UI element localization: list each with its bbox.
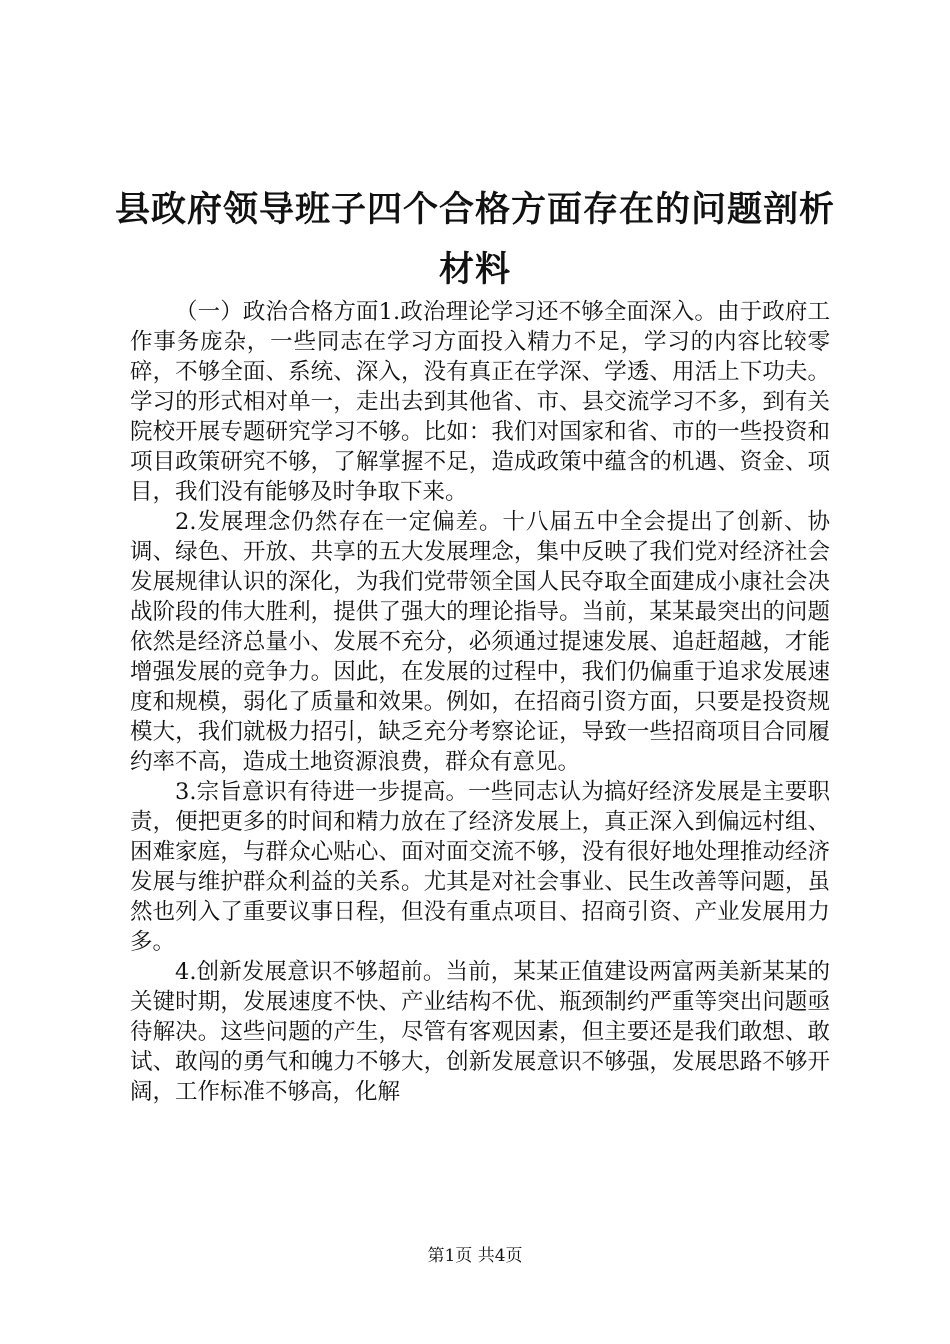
paragraph-1: （一）政治合格方面1.政治理论学习还不够全面深入。由于政府工作事务庞杂，一些同志在学习方面投入精力不足，学习的内容比较零碎，不够全面、系统、深入，没有真正在学深、学透、用活上下功夫。学习的形式相对单一，走出去到其他省、市、县交流学习不多，到有关院校开展专题研究学习不够。比如：我们对国家和省、市的一些投资和项目政策研究不够，了解掌握不足，造成政策中蕴含的机遇、资金、项目，我们没有能够及时争取下来。	[130, 299, 830, 505]
page-number-footer: 第1页 共4页	[427, 1246, 523, 1266]
paragraph-4: 4.创新发展意识不够超前。当前，某某正值建设两富两美新某某的关键时期，发展速度不快、产业结构不优、瓶颈制约严重等突出问题亟待解决。这些问题的产生，尽管有客观因素，但主要还是我们敢想、敢试、敢闯的勇气和魄力不够大，创新发展意识不够强，发展思路不够开阔，工作标准不够高，化解	[130, 959, 830, 1105]
document-body	[130, 297, 830, 1107]
document-title: 县政府领导班子四个合格方面存在的问题剖析材料	[114, 189, 835, 290]
paragraph-2: 2.发展理念仍然存在一定偏差。十八届五中全会提出了创新、协调、绿色、开放、共享的五大发展理念，集中反映了我们党对经济社会发展规律认识的深化，为我们党带领全国人民夺取全面建成小康社会决战阶段的伟大胜利，提供了强大的理论指导。当前，某某最突出的问题依然是经济总量小、发展不充分，必须通过提速发展、追赶超越，才能增强发展的竞争力。因此，在发展的过程中，我们仍偏重于追求发展速度和规模，弱化了质量和效果。例如，在招商引资方面，只要是投资规模大，我们就极力招引，缺乏充分考察论证，导致一些招商项目合同履约率不高，造成土地资源浪费，群众有意见。	[130, 509, 830, 775]
paragraph-3: 3.宗旨意识有待进一步提高。一些同志认为搞好经济发展是主要职责，便把更多的时间和精力放在了经济发展上，真正深入到偏远村组、困难家庭，与群众心贴心、面对面交流不够，没有很好地处理推动经济发展与维护群众利益的关系。尤其是对社会事业、民生改善等问题，虽然也列入了重要议事日程，但没有重点项目、招商引资、产业发展用力多。	[130, 779, 830, 955]
